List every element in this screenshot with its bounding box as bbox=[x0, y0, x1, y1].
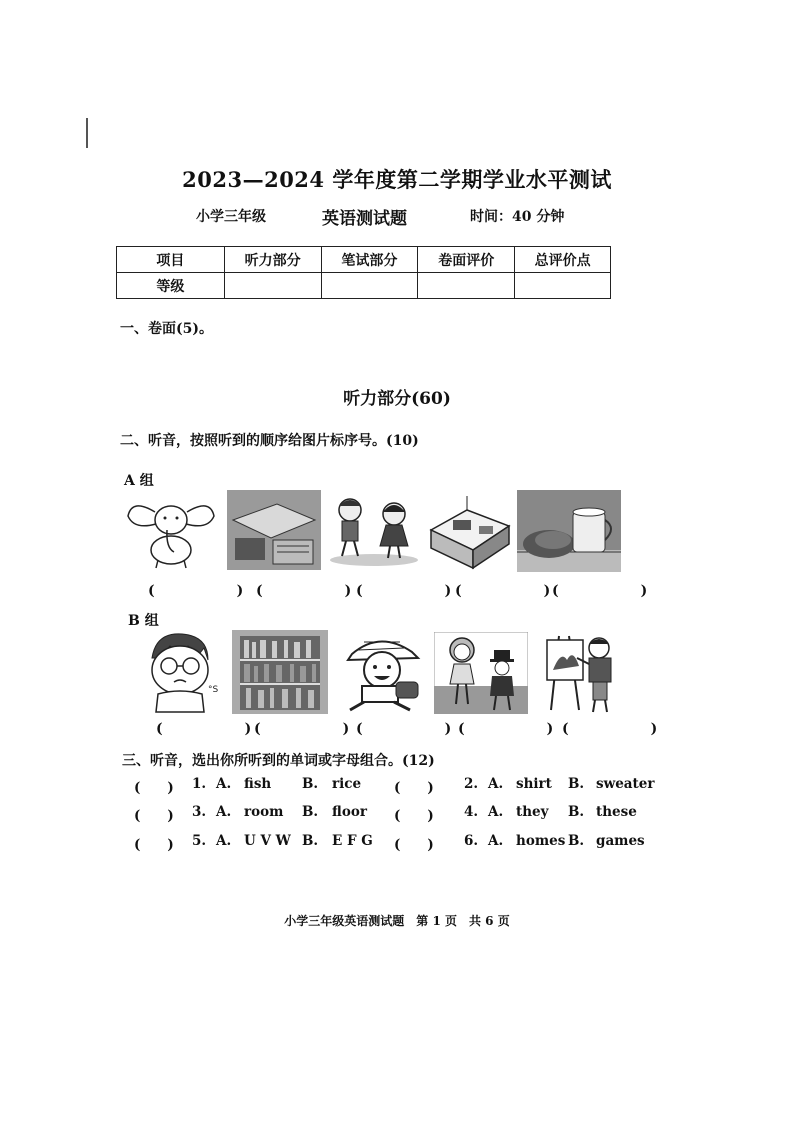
question-number: 4. bbox=[464, 804, 479, 820]
answer-blank[interactable]: ( ) bbox=[458, 721, 572, 737]
answer-blank[interactable]: ( ) bbox=[394, 780, 434, 796]
exam-title: 2023—2024 学年度第二学期学业水平测试 bbox=[182, 167, 612, 192]
boy-glasses-icon bbox=[138, 628, 224, 714]
option-b-text: floor bbox=[332, 804, 367, 820]
score-table-grade-row bbox=[117, 273, 611, 299]
time-label: 时间：40 分钟 bbox=[470, 209, 565, 225]
girl-man-icon bbox=[434, 632, 528, 714]
option-b-label: B. bbox=[302, 776, 319, 792]
option-a-text: shirt bbox=[516, 776, 552, 792]
answer-blank[interactable]: ( ) bbox=[552, 583, 666, 599]
option-a-label: A. bbox=[488, 833, 504, 849]
children-icon bbox=[328, 490, 421, 570]
option-b-text: rice bbox=[332, 776, 362, 792]
house-icon bbox=[427, 490, 513, 572]
option-a-text: fish bbox=[244, 776, 272, 792]
answer-blank[interactable]: ( ) bbox=[455, 583, 569, 599]
grade-cell[interactable] bbox=[224, 273, 321, 299]
question-row bbox=[0, 804, 794, 824]
table-header-cell: 笔试部分 bbox=[321, 247, 418, 273]
margin-mark bbox=[86, 118, 88, 148]
section-1-heading: 一、卷面(5)。 bbox=[120, 321, 213, 337]
answer-blank[interactable]: ( ) bbox=[156, 721, 270, 737]
question-number: 5. bbox=[192, 833, 207, 849]
question-number: 6. bbox=[464, 833, 479, 849]
group-b-label: B 组 bbox=[128, 613, 159, 629]
grade-cell[interactable] bbox=[418, 273, 515, 299]
table-row-label: 等级 bbox=[117, 273, 225, 299]
bookshelf-icon bbox=[232, 630, 328, 714]
elephant-icon bbox=[122, 490, 220, 570]
option-a-text: homes bbox=[516, 833, 566, 849]
option-b-label: B. bbox=[568, 833, 585, 849]
question-number: 3. bbox=[192, 804, 207, 820]
option-b-text: these bbox=[596, 804, 637, 820]
grade-cell[interactable] bbox=[515, 273, 611, 299]
option-a-text: room bbox=[244, 804, 284, 820]
answer-blank[interactable]: ( ) bbox=[148, 583, 262, 599]
option-b-text: games bbox=[596, 833, 645, 849]
listening-heading: 听力部分(60) bbox=[343, 389, 451, 409]
answer-blank[interactable]: ( ) bbox=[394, 808, 434, 824]
option-a-text: they bbox=[516, 804, 549, 820]
option-b-text: E F G bbox=[332, 833, 373, 849]
answer-blank[interactable]: ( ) bbox=[562, 721, 676, 737]
option-b-text: sweater bbox=[596, 776, 655, 792]
answer-blank[interactable]: ( ) bbox=[394, 837, 434, 853]
table-header-cell: 听力部分 bbox=[224, 247, 321, 273]
option-a-label: A. bbox=[488, 804, 504, 820]
painter-icon bbox=[541, 630, 625, 714]
question-row bbox=[0, 776, 794, 796]
room-icon bbox=[227, 490, 321, 570]
option-a-label: A. bbox=[216, 776, 232, 792]
answer-blank[interactable]: ( ) bbox=[134, 837, 174, 853]
section-2-heading: 二、听音，按照听到的顺序给图片标序号。(10) bbox=[120, 433, 419, 449]
option-b-label: B. bbox=[568, 776, 585, 792]
table-header-cell: 卷面评价 bbox=[418, 247, 515, 273]
page-footer: 小学三年级英语测试题 第 1 页 共 6 页 bbox=[284, 914, 510, 928]
table-header-cell: 总评价点 bbox=[515, 247, 611, 273]
option-a-label: A. bbox=[216, 833, 232, 849]
grade-cell[interactable] bbox=[321, 273, 418, 299]
breakfast-icon bbox=[517, 490, 621, 572]
option-a-label: A. bbox=[216, 804, 232, 820]
svg-text:°S: °S bbox=[208, 685, 219, 695]
score-table-header-row bbox=[117, 247, 611, 273]
question-number: 2. bbox=[464, 776, 479, 792]
score-table bbox=[116, 246, 611, 299]
question-number: 1. bbox=[192, 776, 207, 792]
subject-label: 英语测试题 bbox=[322, 209, 407, 229]
option-b-label: B. bbox=[302, 804, 319, 820]
boy-running-icon bbox=[334, 630, 428, 714]
answer-blank[interactable]: ( ) bbox=[134, 780, 174, 796]
grade-label: 小学三年级 bbox=[196, 209, 266, 225]
option-a-label: A. bbox=[488, 776, 504, 792]
option-b-label: B. bbox=[302, 833, 319, 849]
group-a-label: A 组 bbox=[124, 473, 154, 489]
section-3-heading: 三、听音，选出你所听到的单词或字母组合。(12) bbox=[122, 753, 435, 769]
answer-blank[interactable]: ( ) bbox=[356, 583, 470, 599]
answer-blank[interactable]: ( ) bbox=[254, 721, 368, 737]
question-row bbox=[0, 833, 794, 853]
answer-blank[interactable]: ( ) bbox=[134, 808, 174, 824]
option-a-text: U V W bbox=[244, 833, 291, 849]
option-b-label: B. bbox=[568, 804, 585, 820]
table-header-cell: 项目 bbox=[117, 247, 225, 273]
answer-blank[interactable]: ( ) bbox=[356, 721, 470, 737]
answer-blank[interactable]: ( ) bbox=[256, 583, 370, 599]
